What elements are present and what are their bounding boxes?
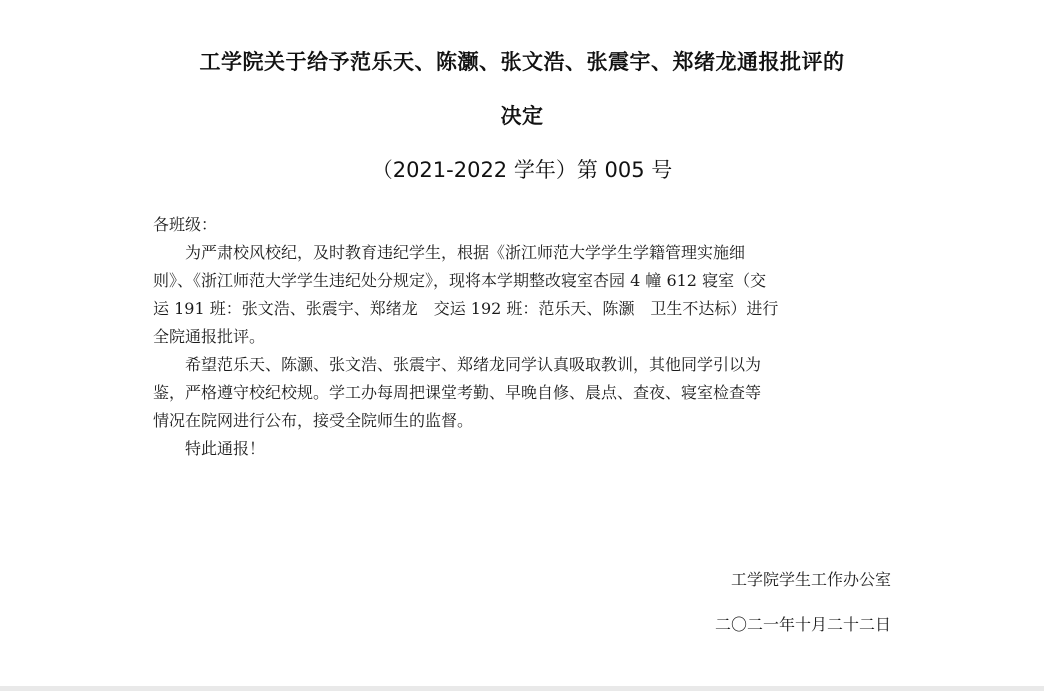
body-line: 则》、《浙江师范大学学生违纪处分规定》，现将本学期整改寝室杏园 4 幢 612 寝室（交 bbox=[153, 271, 767, 290]
salutation: 各班级： bbox=[153, 215, 218, 234]
document-title-line-2: 决定 bbox=[500, 104, 544, 128]
body-line: 运 191 班：张文浩、张震宇、郑绪龙 交运 192 班：范乐天、陈灏 卫生不达标）进行 bbox=[153, 299, 779, 318]
body-line: 全院通报批评。 bbox=[153, 327, 266, 346]
document-title-line-1: 工学院关于给予范乐天、陈灏、张文浩、张震宇、郑绪龙通报批评的 bbox=[199, 50, 845, 74]
signature-office: 工学院学生工作办公室 bbox=[730, 570, 891, 589]
page-bottom-divider bbox=[0, 686, 1044, 691]
body-line: 鉴，严格遵守校纪校规。学工办每周把课堂考勤、早晚自修、晨点、查夜、寝室检查等 bbox=[153, 383, 762, 402]
closing-line: 特此通报！ bbox=[185, 439, 266, 458]
body-line: 为严肃校风校纪，及时教育违纪学生，根据《浙江师范大学学生学籍管理实施细 bbox=[185, 243, 746, 262]
signature-date: 二〇二一年十月二十二日 bbox=[714, 615, 891, 634]
body-line: 希望范乐天、陈灏、张文浩、张震宇、郑绪龙同学认真吸取教训，其他同学引以为 bbox=[185, 355, 762, 374]
document-number: （2021-2022 学年）第 005 号 bbox=[371, 158, 673, 182]
body-line: 情况在院网进行公布，接受全院师生的监督。 bbox=[153, 411, 474, 430]
